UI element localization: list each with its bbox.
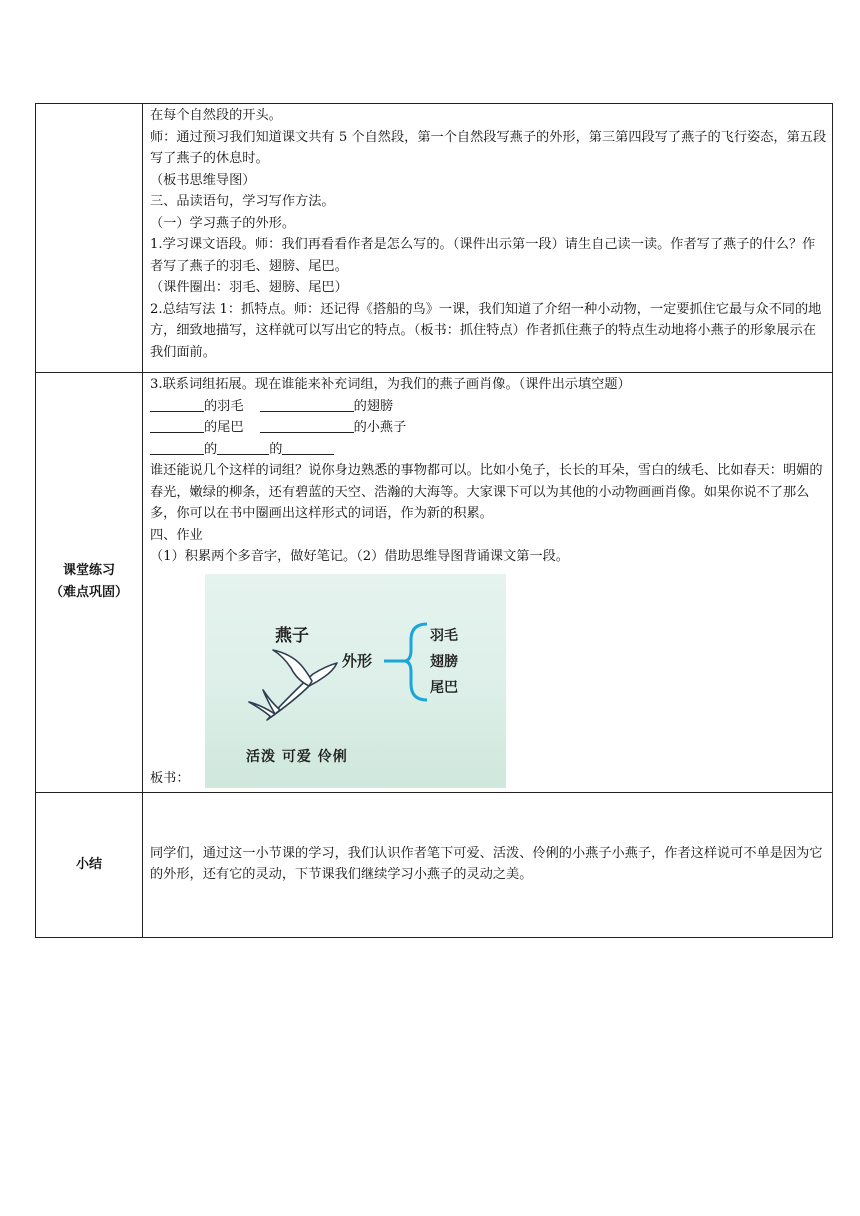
practice-paragraph: 谁还能说几个这样的词组？说你身边熟悉的事物都可以。比如小兔子，长长的耳朵，雪白的绒毛、比如春天：明媚的春光，嫩绿的柳条，还有碧蓝的天空、浩瀚的大海等。大家课下可以为其他的小动物画画肖像。如果你说不了那么多，你可以在书中圈画出这样形式的词语，作为新的积累。 (150, 463, 823, 521)
homework-text: （1）积累两个多音字，做好笔记。（2）借助思维导图背诵课文第一段。 (150, 549, 569, 564)
row-summary (36, 792, 833, 937)
row-summary-label: 小结 (36, 792, 143, 937)
summary-text: 同学们，通过这一小节课的学习，我们认识作者笔下可爱、活泼、伶俐的小燕子小燕子，作者这样说可不单是因为它的外形，还有它的灵动，下节课我们继续学习小燕子的灵动之美。 (150, 845, 823, 882)
fill-word: 的羽毛 (204, 398, 244, 414)
fill-blank (260, 418, 354, 433)
fill-blank (282, 440, 334, 455)
fill-blank (260, 397, 354, 412)
intro-line: （板书思维导图） (150, 172, 256, 188)
practice-lead: 3.联系词组拓展。现在谁能来补充词组，为我们的燕子画肖像。（课件出示填空题） (150, 377, 631, 392)
row-practice-content (143, 373, 833, 793)
mind-map-item: 尾巴 (430, 679, 458, 696)
intro-line: （课件圈出：羽毛、翅膀、尾巴） (150, 280, 348, 295)
fill-blank (217, 440, 269, 455)
board-label: 板书： (150, 771, 190, 786)
swallow-icon (249, 650, 337, 720)
fill-blank (150, 418, 204, 433)
row-intro-content (143, 104, 833, 373)
practice-label-line1: 课堂练习 (62, 563, 115, 579)
intro-line: （一）学习燕子的外形。 (150, 215, 296, 231)
fill-line-3 (150, 439, 827, 461)
fill-word: 的小燕子 (353, 420, 407, 435)
mind-map-item: 翅膀 (430, 653, 458, 670)
row-practice (36, 373, 833, 793)
mind-map-item: 羽毛 (430, 627, 458, 644)
row-practice-label (36, 373, 143, 793)
brace-icon (405, 624, 427, 700)
intro-line: 1.学习课文语段。师：我们再看看作者是怎么写的。（课件出示第一段）请生自己读一读。作者写了燕子的什么？作者写了燕子的羽毛、翅膀、尾巴。 (150, 237, 816, 274)
intro-line: 在每个自然段的开头。 (150, 108, 282, 123)
mind-map-branch: 外形 (342, 651, 373, 670)
fill-line-2 (150, 417, 827, 439)
intro-line: 2.总结写法 1：抓特点。师：还记得《搭船的鸟》一课，我们知道了介绍一种小动物，一定要抓住它最与众不同的地方，细致地描写，这样就可以写出它的特点。（板书：抓住特点）作者抓住燕子的特点生动地将小燕子的形象展示在我们面前。 (150, 301, 822, 360)
row-intro (36, 104, 833, 373)
mind-map-bottom: 活泼 可爱 伶俐 (246, 748, 348, 765)
fill-word: 的 (204, 441, 218, 457)
intro-line: 三、品读语句，学习写作方法。 (150, 194, 335, 209)
fill-word: 的尾巴 (204, 420, 244, 435)
fill-word: 的 (269, 441, 283, 457)
fill-blank (150, 397, 204, 412)
board-area (150, 568, 827, 792)
fill-word: 的翅膀 (353, 398, 394, 414)
practice-label-line2: （难点巩固） (49, 585, 128, 601)
row-summary-content (143, 792, 833, 937)
intro-line: 师：通过预习我们知道课文共有 5 个自然段，第一个自然段写燕子的外形，第三第四段写了燕子的飞行姿态，第五段写了燕子的休息时。 (150, 129, 827, 166)
mind-map-image (205, 574, 506, 788)
fill-blank (150, 440, 204, 455)
homework-title: 四、作业 (150, 527, 203, 543)
mind-map-title: 燕子 (275, 625, 309, 646)
lesson-plan-table (35, 103, 833, 938)
fill-line-1 (150, 396, 827, 418)
row-intro-label (36, 104, 143, 373)
